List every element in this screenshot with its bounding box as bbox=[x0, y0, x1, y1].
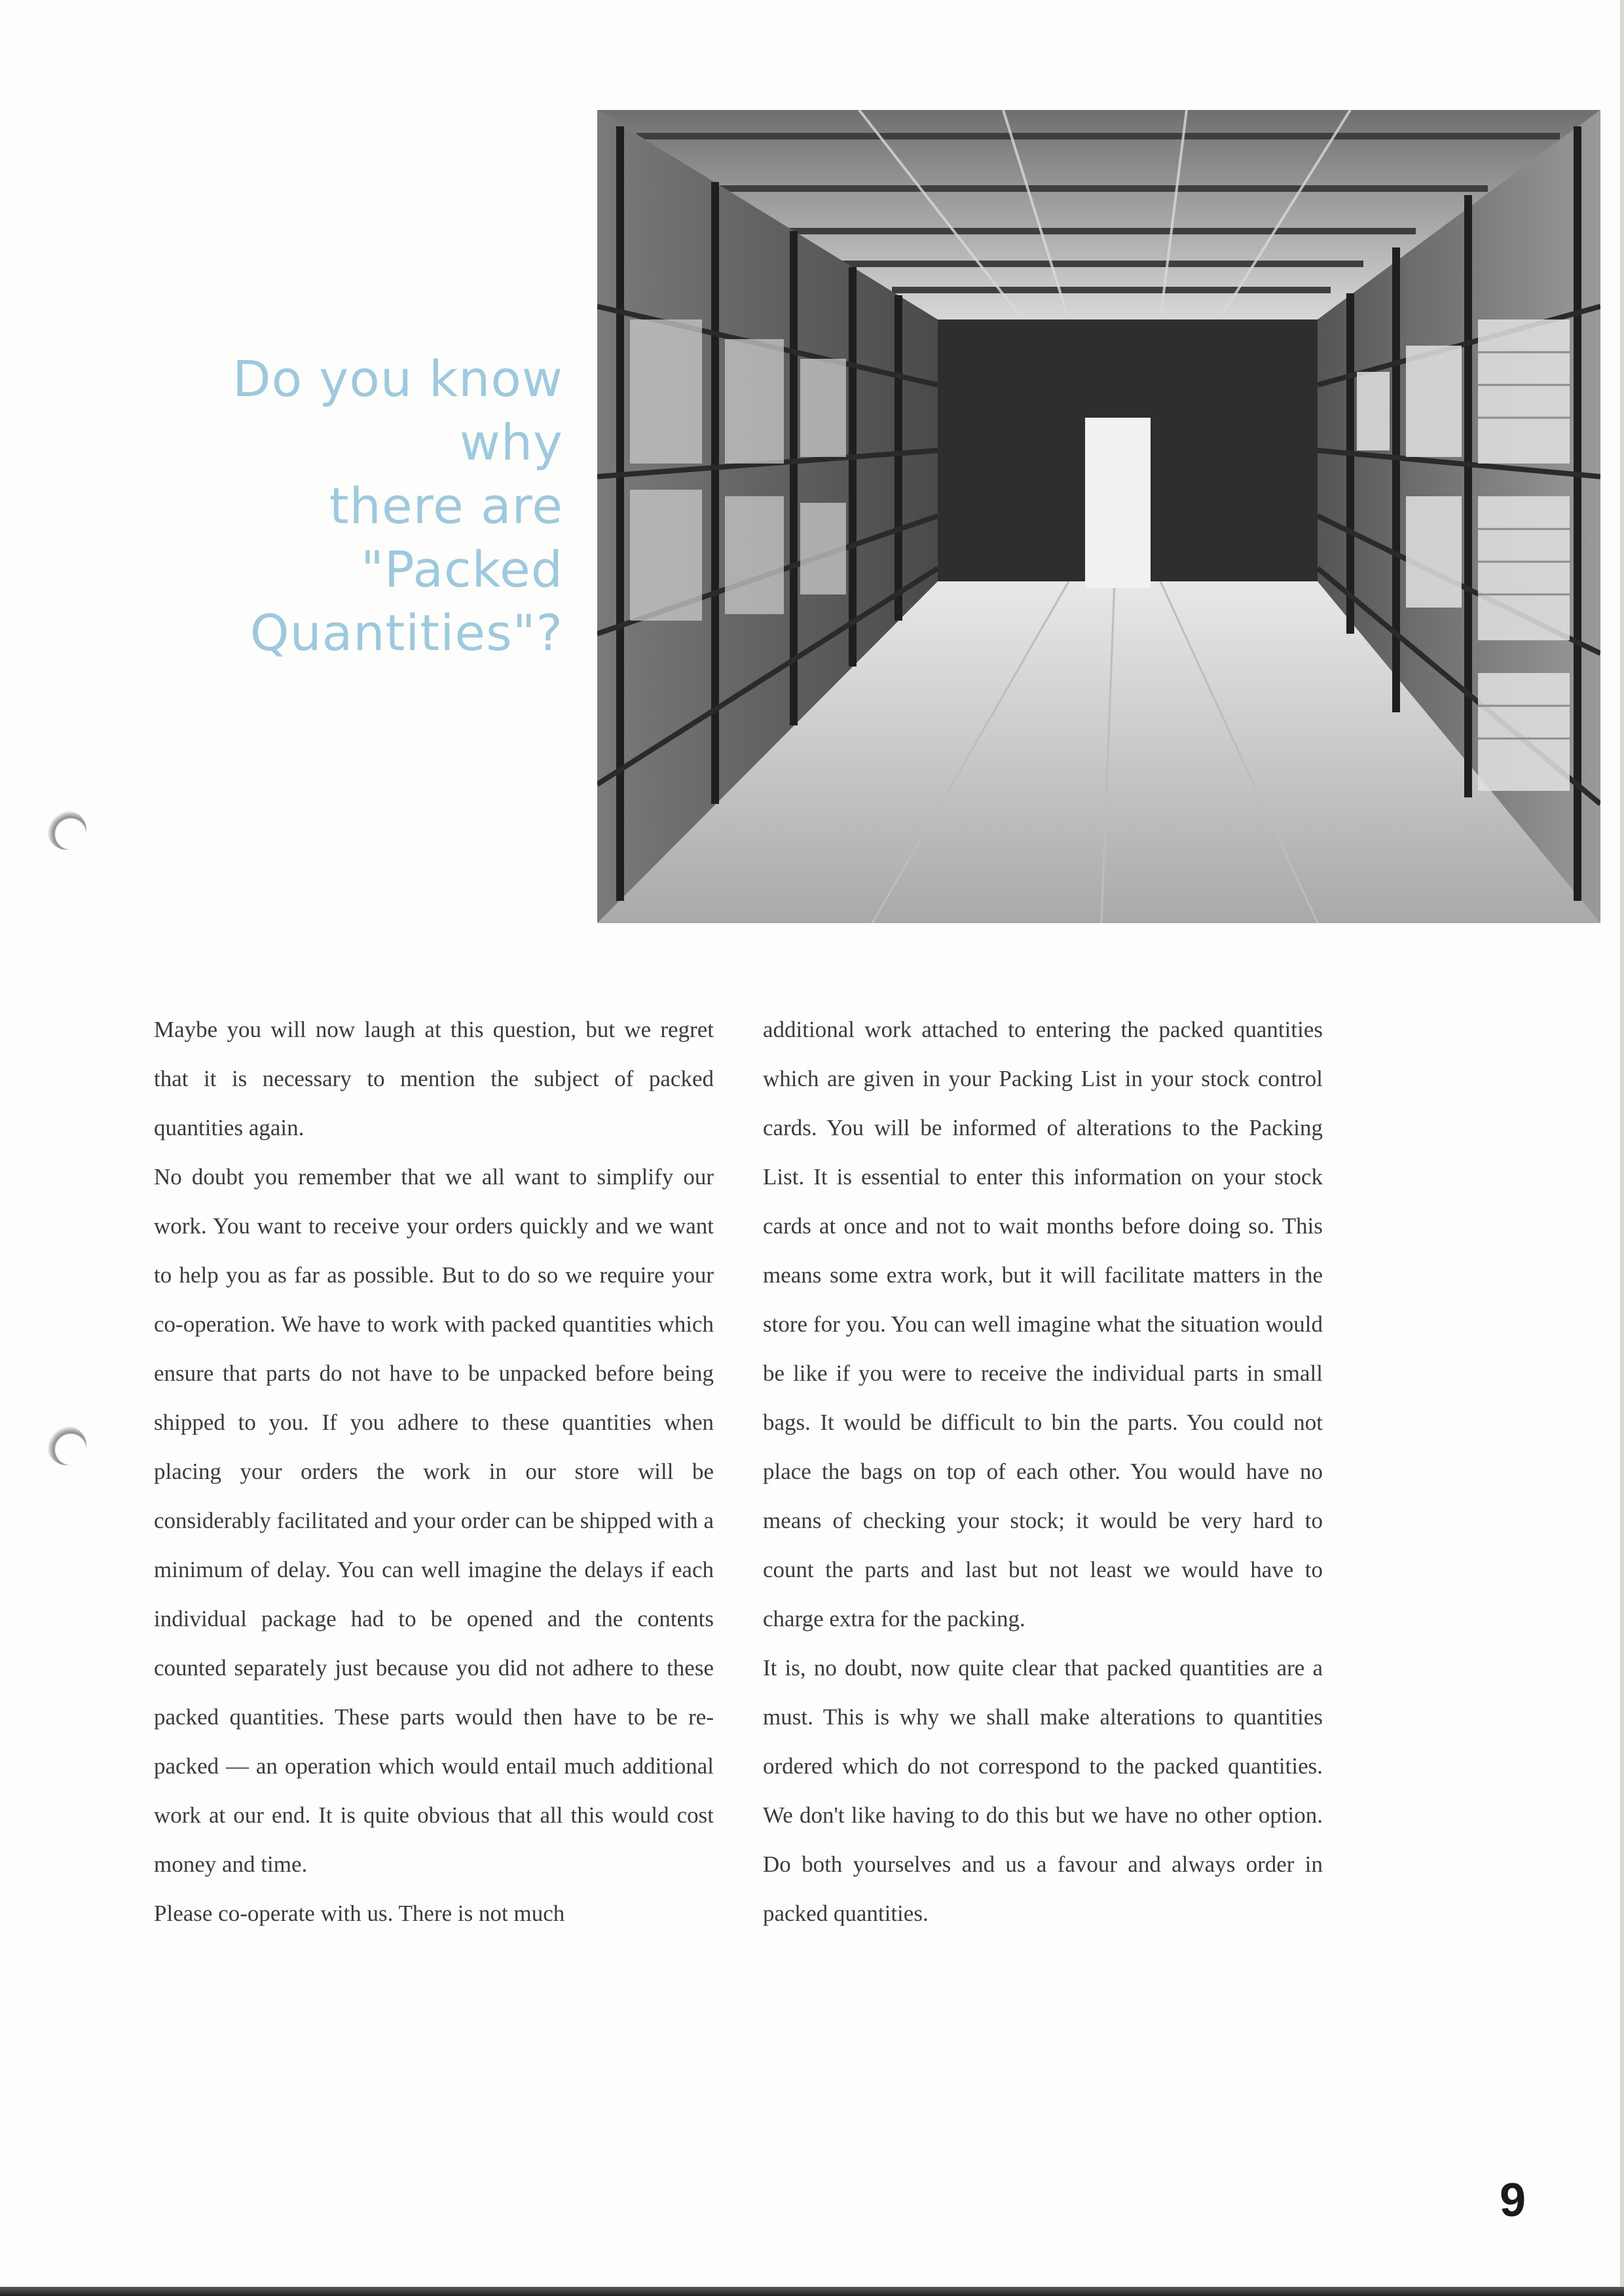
paragraph: Please co-operate with us. There is not much bbox=[154, 1901, 565, 1926]
headline-line-1: Do you know bbox=[232, 350, 563, 408]
warehouse-aisle-photo bbox=[597, 110, 1600, 923]
headline-line-4: "Packed bbox=[360, 540, 563, 598]
paragraph: No doubt you remember that we all want to simplify our work. You want to receive your orders quickly and we want to help you as far as possible. But to do so we require your co-operation. We have to work with packed quantities which ensure that parts do not have to be unpacked before being shipped to you. If you adhere to these quantities when placing your orders the work in our store will be considerably facilitated and your order can be shipped with a minimum of delay. You can well imagine the delays if each individual package had to be opened and the contents counted separately just because you did not adhere to these packed quantities. These parts would then have to be re-packed — an operation which would entail much additional work at our end. It is quite obvious that all this would cost money and time. bbox=[154, 1164, 714, 1877]
page-edge bbox=[1620, 0, 1624, 2296]
punch-hole-icon bbox=[47, 811, 86, 850]
headline bbox=[118, 347, 563, 665]
paragraph: It is, no doubt, now quite clear that packed quantities are a must. This is why we shall make alterations to quantities ordered which do not correspond to the packed quantities. We don't like having to do this but we have no other option. Do both yourselves and us a favour and always order in packed quantities. bbox=[763, 1655, 1323, 1926]
headline-line-2: why bbox=[459, 413, 563, 471]
headline-line-5: Quantities"? bbox=[249, 604, 563, 662]
body-column-left bbox=[154, 1005, 714, 1938]
paragraph: additional work attached to entering the packed quantities which are given in your Packing List in your stock control cards. You will be informed of alterations to the Packing List. It is essential to enter this information on your stock cards at once and not to wait months before doing so. This means some extra work, but it will facilitate matters in the store for you. You can well imagine what the situation would be like if you were to receive the individual parts in small bags. It would be difficult to bin the parts. You could not place the bags on top of each other. You would have no means of checking your stock; it would be very hard to count the parts and last but not least we would have to charge extra for the packing. bbox=[763, 1017, 1323, 1631]
body-column-right bbox=[763, 1005, 1323, 1938]
punch-hole-icon bbox=[47, 1426, 86, 1465]
headline-line-3: there are bbox=[329, 477, 563, 535]
page-edge bbox=[0, 2287, 1624, 2296]
paragraph: Maybe you will now laugh at this question, but we regret that it is necessary to mention the subject of packed quantities again. bbox=[154, 1017, 714, 1140]
page-number: 9 bbox=[1500, 2174, 1526, 2227]
warehouse-aisle-icon bbox=[597, 110, 1600, 923]
